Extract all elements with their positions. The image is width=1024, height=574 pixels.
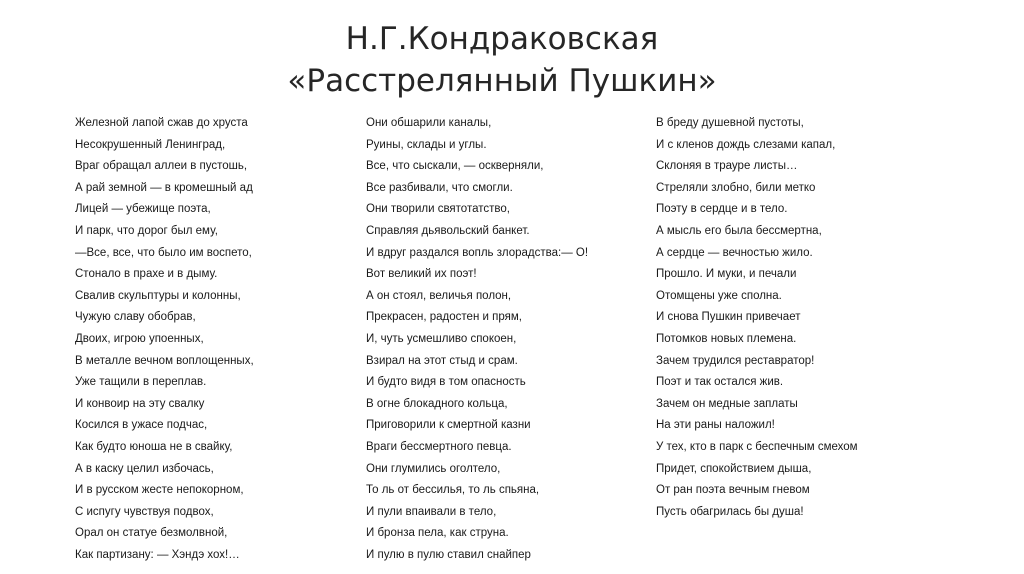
poem-line: И бронза пела, как струна.: [366, 527, 509, 540]
poem-line: Прошло. И муки, и печали: [656, 268, 797, 281]
poem-line: Как будто юноша не в свайку,: [75, 440, 233, 453]
poem-column-3: [656, 113, 946, 523]
poem-line: И вдруг раздался вопль злорадства:— О!: [366, 246, 589, 259]
poem-line: А он стоял, величья полон,: [366, 289, 512, 302]
poem-line: Уже тащили в переплав.: [75, 376, 207, 389]
title-poem-name: «Расстрелянный Пушкин»: [287, 63, 717, 99]
poem-line: Пусть обагрилась бы душа!: [656, 505, 804, 518]
poem-line: И с кленов дождь слезами капал,: [656, 138, 836, 151]
poem-line: Отомщены уже сполна.: [656, 289, 782, 302]
poem-column-1: [75, 113, 365, 566]
poem-line: Склоняя в трауре листы…: [656, 160, 798, 173]
poem-line: Поэту в сердце и в тело.: [656, 203, 788, 216]
poem-line: С испугу чувствуя подвох,: [75, 505, 214, 518]
slide-title: [0, 18, 1024, 102]
poem-line: Вот великий их поэт!: [366, 268, 477, 281]
poem-columns: [0, 113, 1024, 573]
poem-line: Как партизану: — Хэндэ хох!…: [75, 548, 240, 561]
poem-line: А рай земной — в кромешный ад: [75, 181, 253, 194]
poem-line: Стонало в прахе и в дыму.: [75, 268, 218, 281]
poem-line: Придет, спокойствием дыша,: [656, 462, 812, 475]
poem-line: Косился в ужасе подчас,: [75, 419, 208, 432]
poem-line: Все, что сыскали, — оскверняли,: [366, 160, 544, 173]
poem-line: Зачем он медные заплаты: [656, 397, 798, 410]
poem-line: Враг обращал аллеи в пустошь,: [75, 160, 248, 173]
poem-line: Чужую славу обобрав,: [75, 311, 196, 324]
poem-line: Потомков новых племена.: [656, 332, 797, 345]
poem-line: И снова Пушкин привечает: [656, 311, 801, 324]
poem-line: От ран поэта вечным гневом: [656, 484, 810, 497]
poem-line: В бреду душевной пустоты,: [656, 117, 804, 129]
poem-line: На эти раны наложил!: [656, 419, 775, 432]
poem-line: Железной лапой сжав до хруста: [75, 117, 248, 129]
poem-line: Орал он статуе безмолвной,: [75, 527, 228, 540]
poem-line: А сердце — вечностью жило.: [656, 246, 813, 259]
poem-column-2: [366, 113, 656, 566]
title-author: Н.Г.Кондраковская: [345, 21, 659, 57]
poem-line: И пулю в пулю ставил снайпер: [366, 548, 531, 561]
poem-line: Несокрушенный Ленинград,: [75, 138, 226, 151]
poem-line: И конвоир на эту свалку: [75, 397, 205, 410]
poem-line: Стреляли злобно, били метко: [656, 181, 816, 194]
poem-line: Справляя дьявольский банкет.: [366, 224, 530, 237]
poem-line: И будто видя в том опасность: [366, 376, 526, 389]
poem-line: Они глумились оголтело,: [366, 462, 501, 475]
poem-line: Руины, склады и углы.: [366, 138, 487, 151]
poem-line: И в русском жесте непокорном,: [75, 484, 244, 497]
poem-line: В металле вечном воплощенных,: [75, 354, 254, 367]
poem-line: Лицей — убежище поэта,: [75, 203, 211, 216]
poem-line: У тех, кто в парк с беспечным смехом: [656, 440, 858, 453]
poem-line: И парк, что дорог был ему,: [75, 224, 218, 237]
poem-line: В огне блокадного кольца,: [366, 397, 508, 410]
poem-line: Свалив скульптуры и колонны,: [75, 289, 241, 302]
poem-line: И, чуть усмешливо спокоен,: [366, 332, 517, 345]
poem-line: Двоих, игрою упоенных,: [75, 332, 204, 345]
poem-line: Поэт и так остался жив.: [656, 376, 784, 389]
poem-line: Они обшарили каналы,: [366, 117, 492, 129]
poem-line: То ль от бессилья, то ль спьяна,: [366, 484, 540, 497]
poem-line: Зачем трудился реставратор!: [656, 354, 815, 367]
poem-line: Взирал на этот стыд и срам.: [366, 354, 518, 367]
poem-line: Приговорили к смертной казни: [366, 419, 531, 432]
poem-line: А мысль его была бессмертна,: [656, 224, 822, 237]
poem-line: И пули впаивали в тело,: [366, 505, 497, 518]
poem-line: А в каску целил избочась,: [75, 462, 214, 475]
poem-line: Прекрасен, радостен и прям,: [366, 311, 522, 324]
poem-line: —Все, все, что было им воспето,: [75, 246, 252, 259]
poem-line: Все разбивали, что смогли.: [366, 181, 513, 194]
poem-line: Враги бессмертного певца.: [366, 440, 512, 453]
poem-line: Они творили святотатство,: [366, 203, 510, 216]
